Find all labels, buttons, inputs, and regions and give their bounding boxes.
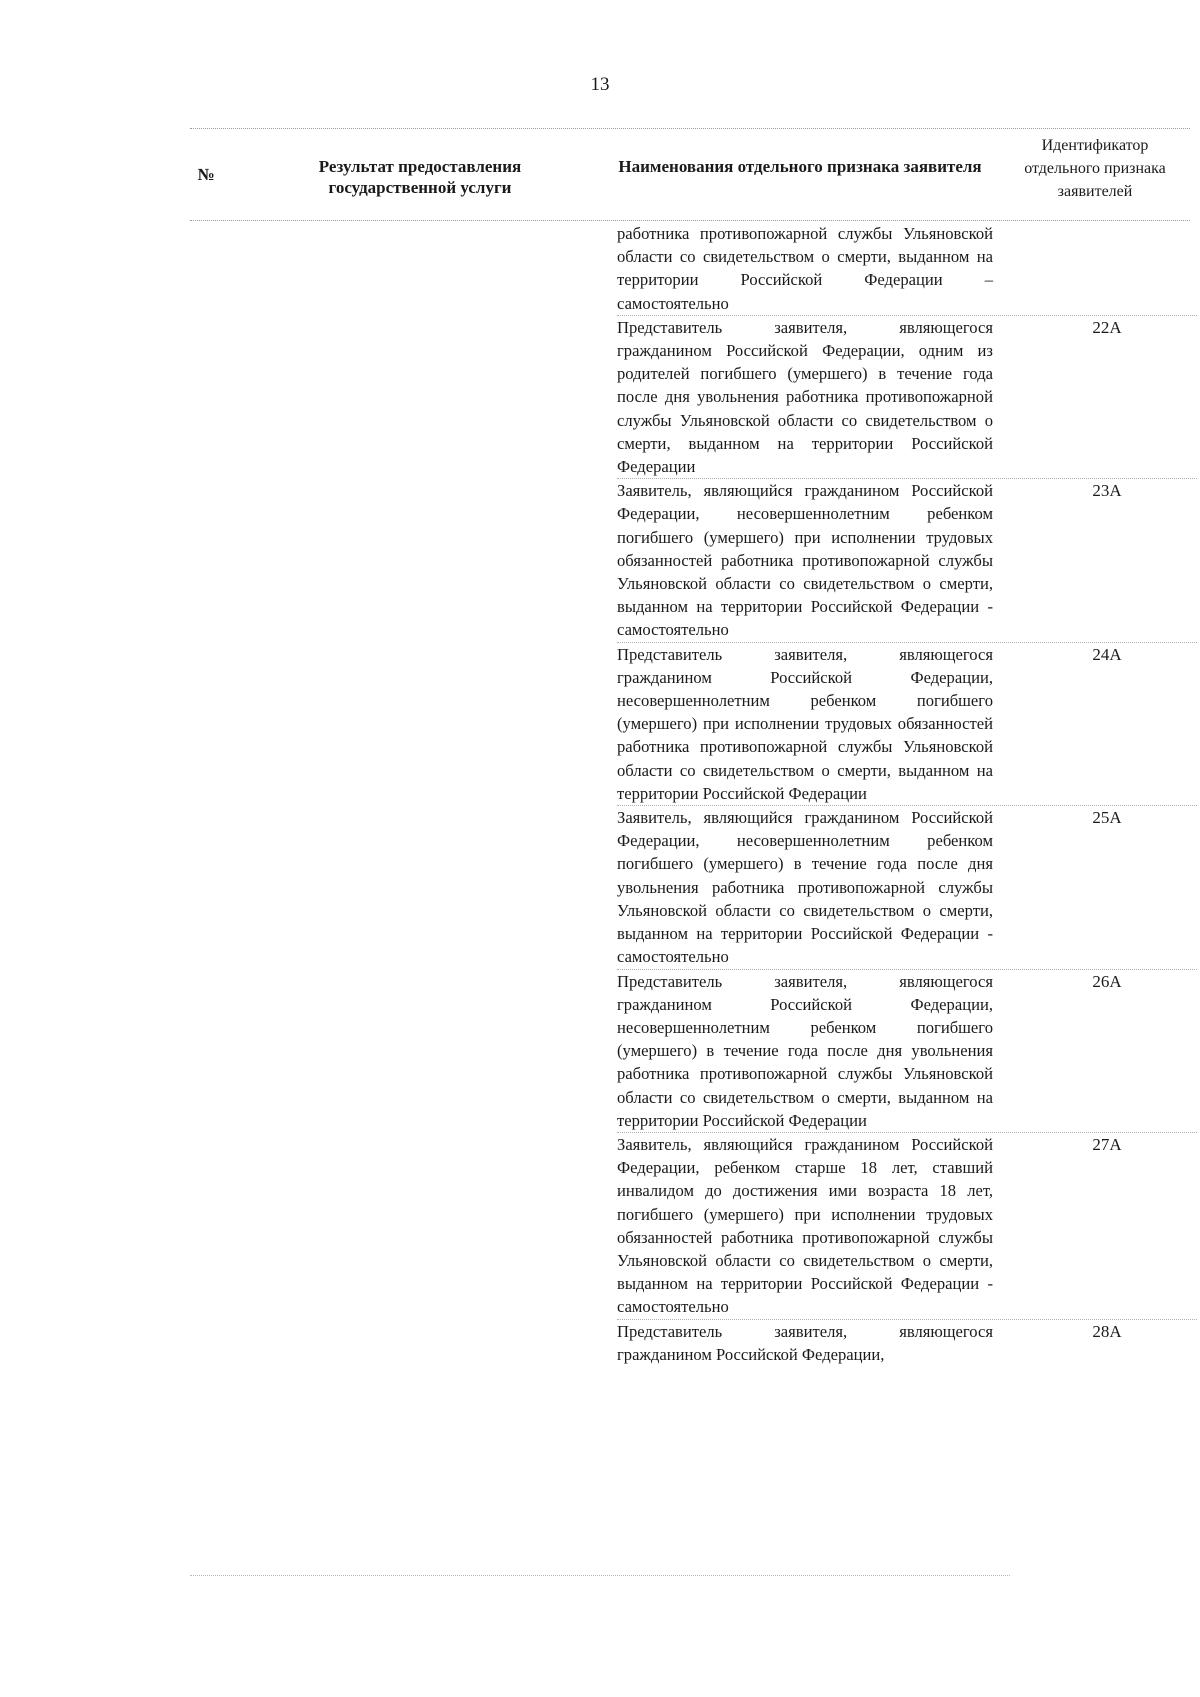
header-identifier: Идентификатор отдельного признака заявителей xyxy=(1024,137,1166,200)
feature-description: Представитель заявителя, являющегося гражданином Российской Федерации, несовершеннолетним ребенком погибшего (умершего) при исполнении трудовых обязанностей работника противопожарной службы Ульяновской области со свидетельством о смерти, выданном на территории Российской Федерации xyxy=(617,644,993,803)
table-row xyxy=(617,806,1197,969)
table-row xyxy=(617,643,1197,806)
table-row xyxy=(617,479,1197,642)
feature-identifier: 27А xyxy=(1092,1134,1122,1154)
feature-identifier: 25А xyxy=(1092,808,1122,828)
header-result: Результат предоставления государственной услуги xyxy=(318,157,522,197)
table-row xyxy=(617,1133,1197,1320)
feature-identifier: 28А xyxy=(1092,1321,1122,1341)
feature-description: Заявитель, являющийся гражданином Российской Федерации, несовершеннолетним ребенком погибшего (умершего) в течение года после дня увольнения работника противопожарной службы Ульяновской области со свидетельством о смерти, выданном на территории Российской Федерации - самостоятельно xyxy=(617,808,993,967)
table-body xyxy=(0,222,1200,1366)
table-row xyxy=(617,222,1197,316)
table-row xyxy=(617,316,1197,479)
header-bottom-rule xyxy=(190,220,1190,221)
page-bottom-rule xyxy=(190,1575,1010,1576)
feature-description: работника противопожарной службы Ульяновской области со свидетельством о смерти, выданном на территории Российской Федерации – самостоятельно xyxy=(617,224,993,313)
table-row xyxy=(617,1320,1197,1366)
feature-identifier: 26А xyxy=(1092,971,1122,991)
page-number: 13 xyxy=(590,74,610,95)
feature-identifier: 22А xyxy=(1092,317,1122,337)
feature-description: Заявитель, являющийся гражданином Российской Федерации, несовершеннолетним ребенком погибшего (умершего) при исполнении трудовых обязанностей работника противопожарной службы Ульяновской области со свидетельством о смерти, выданном на территории Российской Федерации - самостоятельно xyxy=(617,481,993,640)
feature-description: Заявитель, являющийся гражданином Российской Федерации, ребенком старше 18 лет, ставший инвалидом до достижения ими возраста 18 лет, погибшего (умершего) при исполнении трудовых обязанностей работника противопожарной службы Ульяновской области со свидетельством о смерти, выданном на территории Российской Федерации - самостоятельно xyxy=(617,1134,993,1317)
table-row xyxy=(617,970,1197,1133)
feature-description: Представитель заявителя, являющегося гражданином Российской Федерации, xyxy=(617,1321,993,1364)
feature-identifier: 23А xyxy=(1092,481,1122,501)
header-applicant-feature: Наименования отдельного признака заявителя xyxy=(618,157,982,176)
header-top-rule xyxy=(190,128,1190,129)
feature-identifier: 24А xyxy=(1092,644,1122,664)
feature-description: Представитель заявителя, являющегося гражданином Российской Федерации, несовершеннолетним ребенком погибшего (умершего) в течение года после дня увольнения работника противопожарной службы Ульяновской области со свидетельством о смерти, выданном на территории Российской Федерации xyxy=(617,971,993,1130)
header-number: № xyxy=(197,165,215,184)
feature-description: Представитель заявителя, являющегося гражданином Российской Федерации, одним из родителей погибшего (умершего) в течение года после дня увольнения работника противопожарной службы Ульяновской области со свидетельством о смерти, выданном на территории Российской Федерации xyxy=(617,317,993,477)
